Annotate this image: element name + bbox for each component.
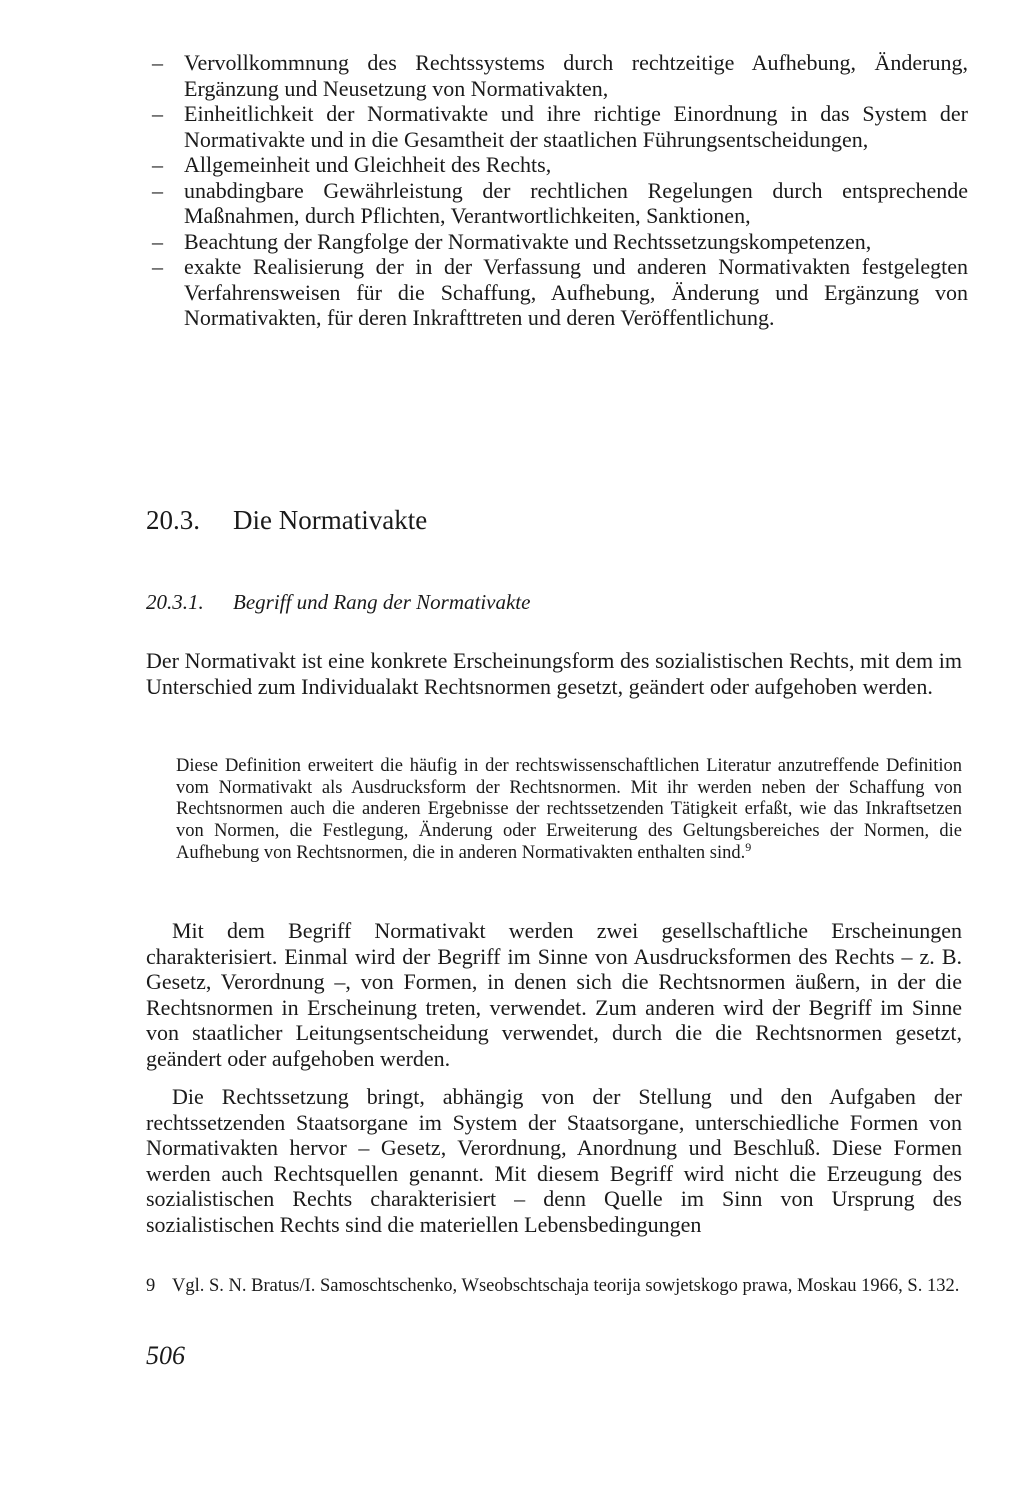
list-item-text: Allgemeinheit und Gleichheit des Rechts, xyxy=(184,152,552,177)
subsection-number: 20.3.1. xyxy=(146,590,204,614)
list-item xyxy=(146,229,968,255)
list-item xyxy=(146,254,968,331)
footnote-reference: 9 xyxy=(745,839,752,854)
body-paragraph: Mit dem Begriff Normativakt werden zwei gesellschaftliche Erscheinungen charakterisiert. Einmal wird der Begriff im Sinne von Ausdrucksformen des Rechts – z. B. Gesetz, Verordnung –, von Formen, in denen sich die Rechtsnormen äußern, in der die Rechtsnormen in Erscheinung treten, verwendet. Zum anderen wird der Begriff im Sinne von staatlicher Leitungsentscheidung verwendet, durch die die Rechtsnormen gesetzt, geändert oder aufgehoben werden. xyxy=(146,918,962,1071)
footnote-number: 9 xyxy=(146,1276,156,1296)
bullet-dash: – xyxy=(152,152,163,177)
section-heading xyxy=(146,505,427,536)
subsection-heading xyxy=(146,590,530,615)
list-item-text: unabdingbare Gewährleistung der rechtlichen Regelungen durch entsprechende Maßnahmen, durch Pflichten, Verantwortlichkeiten, Sanktionen, xyxy=(184,177,968,228)
list-item xyxy=(146,50,968,101)
list-item xyxy=(146,178,968,229)
section-number: 20.3. xyxy=(146,505,200,535)
body-paragraph: Die Rechtssetzung bringt, abhängig von der Stellung und den Aufgaben der rechtssetzenden Staatsorgane im System der Staatsorgane, unterschiedliche Formen von Normativakten hervor – Gesetz, Verordnung, Anordnung und Beschluß. Diese Formen werden auch Rechtsquellen genannt. Mit diesem Begriff wird nicht die Erzeugung des sozialistischen Rechts charakterisiert – denn Quelle im Sinn von Ursprung des sozialistischen Rechts sind die materiellen Lebensbedingungen xyxy=(146,1084,962,1237)
list-item-text: Beachtung der Rangfolge der Normativakte und Rechtssetzungskompetenzen, xyxy=(184,228,872,254)
bullet-dash: – xyxy=(152,177,163,203)
list-item-text: Einheitlichkeit der Normativakte und ihre richtige Einordnung in das System der Normativakte und in die Gesamtheit der staatlichen Führungsentscheidungen, xyxy=(184,101,968,152)
list-item-text: Vervollkommnung des Rechtssystems durch rechtzeitige Aufhebung, Änderung, Ergänzung und Neusetzung von Normativakten, xyxy=(184,50,968,101)
list-item-text: exakte Realisierung der in der Verfassung und anderen Normativakten festgelegten Verfahrensweisen für die Schaffung, Aufhebung, Änderung und Ergänzung von Normativakten, für deren Inkrafttreten und deren Veröffentlichung. xyxy=(184,254,968,330)
requirements-list xyxy=(146,50,968,331)
list-item xyxy=(146,152,968,178)
section-title: Die Normativakte xyxy=(233,505,428,535)
bullet-dash: – xyxy=(152,254,163,279)
note-text: Diese Definition erweitert die häufig in der rechtswissenschaftlichen Literatur anzutreffende Definition vom Normativakt als Ausdrucksform der Rechtsnormen. Mit ihr werden neben der Schaffung von Rechtsnormen auch die anderen Ergebnisse der rechtssetzenden Tätigkeit erfaßt, wie das Inkraftsetzen von Normen, die Festlegung, Änderung oder Erweiterung des Geltungsbereiches der Normen, die Aufhebung von Rechtsnormen, die in anderen Normativakten enthalten sind. xyxy=(176,756,962,863)
bullet-dash: – xyxy=(152,50,163,75)
definition-paragraph: Der Normativakt ist eine konkrete Erscheinungsform des sozialistischen Rechts, mit dem im Unterschied zum Individualakt Rechtsnormen gesetzt, geändert oder aufgehoben werden. xyxy=(146,648,962,699)
list-item xyxy=(146,101,968,152)
bullet-dash: – xyxy=(152,228,163,254)
bullet-dash: – xyxy=(152,101,163,126)
note-paragraph xyxy=(176,756,962,865)
footnote xyxy=(146,1276,962,1298)
footnote-text: Vgl. S. N. Bratus/I. Samoschtschenko, Wseobschtschaja teorija sowjetskogo prawa, Moskau 1966, S. 132. xyxy=(172,1276,960,1296)
subsection-title: Begriff und Rang der Normativakte xyxy=(233,590,531,614)
page-number: 506 xyxy=(146,1341,185,1370)
